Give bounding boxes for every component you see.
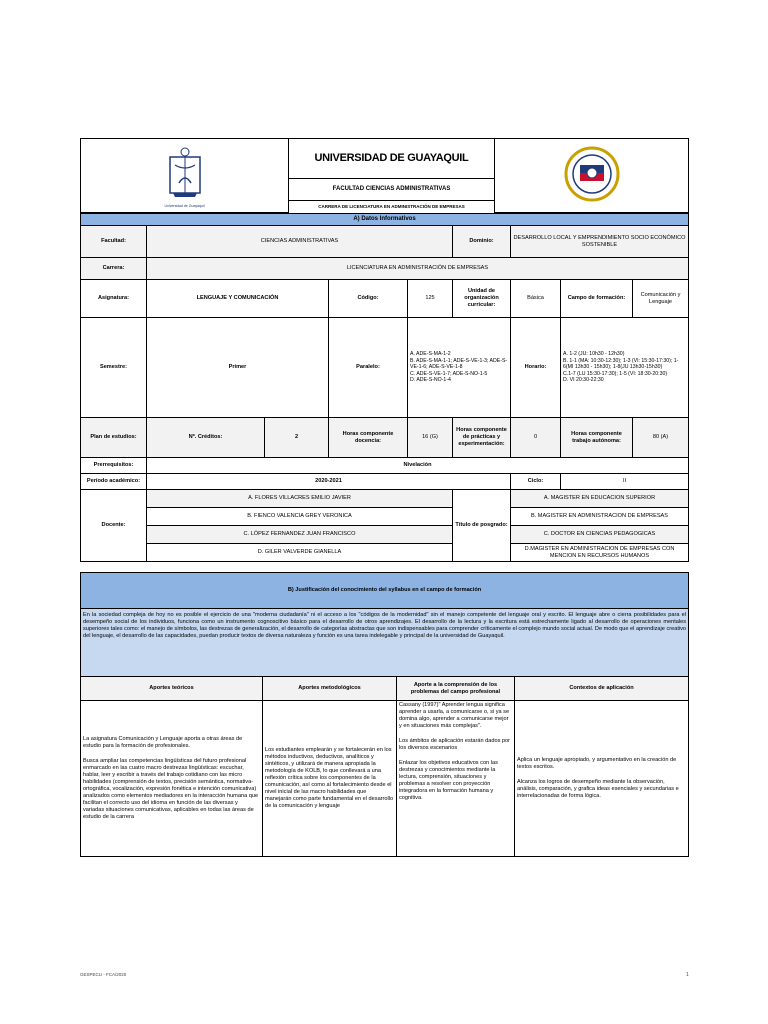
- asignatura-value: LENGUAJE Y COMUNICACIÓN: [147, 280, 329, 318]
- section-a-title: A) Datos Informativos: [81, 214, 689, 226]
- docente-row: C. LÓPEZ FERNANDEZ JUAN FRANCISCO: [147, 526, 453, 544]
- creditos-label: Nº. Créditos:: [147, 418, 265, 458]
- asignatura-label: Asignatura:: [81, 280, 147, 318]
- autonomo-label: Horas componente trabajo autónoma:: [561, 418, 633, 458]
- comprension-paragraph: Enlazar los objetivos educativos con las destrezas y conocimientos mediante la lectura, comprensión, situaciones y problemas a resolver con proyección integradora en la formación humana y cognitiva.: [399, 759, 498, 801]
- dominio-value: DESARROLLO LOCAL Y EMPRENDIMIENTO SOCIO ECONÓMICO SOSTENIBLE: [511, 226, 689, 258]
- campo-value: Comunicación y Lenguaje: [633, 280, 689, 318]
- horario-line: A. 1-2 (JU: 10h30 - 12h30): [563, 351, 625, 358]
- comprension-paragraph: Cassany (1997)" Aprender lengua significa aprender a usarla, a comunicarse o, si ya se domina algo, aprender a comunicarse mejor y en situaciones más complejas".: [399, 702, 510, 729]
- contextos-cell: [515, 701, 689, 857]
- titulo-row: D.MAGISTER EN ADMINISTRACION DE EMPRESAS CON MENCION EN RECURSOS HUMANOS: [511, 544, 689, 562]
- paralelo-line: A. ADE-S-MA-1-2: [410, 351, 451, 358]
- docente-row: A. FLORES VILLACRES EMILIO JAVIER: [147, 490, 453, 508]
- contextos-paragraph: Aplica un lenguaje apropiado, y argumentativo en la creación de textos escritos.: [517, 757, 677, 771]
- col-header-contextos: Contextos de aplicación: [515, 677, 689, 701]
- university-logo-left: [81, 139, 289, 213]
- dominio-label: Dominio:: [453, 226, 511, 258]
- teoricos-paragraph: Busca ampliar las competencias lingüísticas del futuro profesional enmarcado en las cuatro macro destrezas lingüísticas: escuchar, hablar, leer y escribir a través del trabajo cotidiano con las micro habilidades (comprensión de textos, precisión semántica, normativa- ortográfica, vocalización, expresión fonética e intención comunicativa) analizados como elementos mediadores en la interacción humana que facilitan el correcto uso del idioma en función de las diversas y variadas situaciones comunicativas, aplicables en todas las áreas de estudio de la carrera: [83, 758, 259, 820]
- docente-row: B. FIENCO VALENCIA GREY VERONICA: [147, 508, 453, 526]
- titulo-label: Título de posgrado:: [453, 490, 511, 562]
- footer-page-number: 1: [686, 972, 689, 978]
- university-crest-icon: [155, 143, 215, 205]
- metodologicos-paragraph: Los estudiantes emplearán y se fortalecerán en los métodos inductivos, deductivos, analíticos y sintéticos, y utilizará de manera apropiada la metodología de KOLB, lo que conllevará a una reflexión crítica sobre los componentes de la comunicación, así como al fortalecimiento desde el nivel inicial de las macro habilidades que manejarán como parte fundamental en el desarrollo de la comunicación y lenguaje: [265, 747, 394, 809]
- unidad-value: Básica: [511, 280, 561, 318]
- teoricos-cell: [81, 701, 263, 857]
- header-table: [80, 138, 689, 213]
- university-name: UNIVERSIDAD DE GUAYAQUIL: [289, 139, 495, 179]
- section-b-title: B) Justificación del conocimiento del syllabus en el campo de formación: [81, 573, 689, 609]
- semestre-label: Semestre:: [81, 318, 147, 418]
- semestre-value: Primer: [147, 318, 329, 418]
- practicas-label: Horas componente de prácticas y experimentación:: [453, 418, 511, 458]
- titulo-row: B. MAGISTER EN ADMINISTRACION DE EMPRESAS: [511, 508, 689, 526]
- prerreq-label: Prerrequisitos:: [81, 458, 147, 474]
- faculty-name: FACULTAD CIENCIAS ADMINISTRATIVAS: [289, 179, 495, 201]
- plan-label: Plan de estudios:: [81, 418, 147, 458]
- section-gap: [80, 562, 688, 572]
- syllabus-sheet: [80, 138, 688, 857]
- faculty-seal-icon: [563, 145, 621, 203]
- comprension-cell: [397, 701, 515, 857]
- horario-value: [561, 318, 689, 418]
- section-b-table: [80, 572, 689, 857]
- periodo-label: Período académico:: [81, 474, 147, 490]
- logo-caption: Universidad de Guayaquil: [164, 203, 205, 208]
- col-header-metodologicos: Aportes metodológicos: [263, 677, 397, 701]
- codigo-label: Código:: [329, 280, 408, 318]
- campo-label: Campo de formación:: [561, 280, 633, 318]
- paralelo-value: [408, 318, 511, 418]
- practicas-value: 0: [511, 418, 561, 458]
- prerreq-value: Nivelación: [147, 458, 689, 474]
- horario-label: Horario:: [511, 318, 561, 418]
- periodo-value: 2020-2021: [147, 474, 511, 490]
- horario-line: C.1-7 (LU 15:30-17:30); 1-5 (VI: 18:30-20:30): [563, 370, 668, 377]
- autonomo-value: 80 (A): [633, 418, 689, 458]
- horario-line: D. VI 20:30-22:30: [563, 377, 604, 384]
- unidad-label: Unidad de organización curricular:: [453, 280, 511, 318]
- docencia-value: 16 (G): [408, 418, 453, 458]
- teoricos-paragraph: La asignatura Comunicación y Lenguaje aporta a otras áreas de estudio para la formación de profesionales.: [83, 736, 243, 750]
- ciclo-label: Ciclo:: [511, 474, 561, 490]
- contextos-paragraph: Alcanza los logros de desempeño mediante la observación, análisis, comparación, y grafica ideas esenciales y secundarias e interrelacionadas de forma lógica.: [517, 779, 679, 799]
- footer-code: GESPECU - FCA/2020: [80, 972, 127, 977]
- facultad-label: Facultad:: [81, 226, 147, 258]
- paralelo-line: B. ADE-S-MA-1-1; ADE-S-VE-1-3; ADE-S-VE-1-6; ADE-S-VE-1-8: [410, 357, 508, 371]
- docencia-label: Horas componente docencia:: [329, 418, 408, 458]
- paralelo-line: C. ADE-S-VE-1-7; ADE-S-NO-1-5: [410, 370, 488, 377]
- titulo-row: A. MAGISTER EN EDUCACION SUPERIOR: [511, 490, 689, 508]
- carrera-label: Carrera:: [81, 258, 147, 280]
- col-header-comprension: Aporte a la comprensión de los problemas del campo profesional: [397, 677, 515, 701]
- creditos-value: 2: [265, 418, 329, 458]
- titulo-row: C. DOCTOR EN CIENCIAS PEDAGOGICAS: [511, 526, 689, 544]
- justification-text: En la sociedad compleja de hoy no es posible el ejercicio de una "moderna ciudadanía" ni el acceso a los "códigos de la modernidad" sin el manejo competente del lenguaje oral y escrito. El lenguaje abre o cierra posibilidades para el desempeño social de los individuos, funciona como un instrumento cognoscitivo básico para el desarrollo de otros aprendizajes. El desarrollo de la lectura y la escritura está estrechamente ligado al desarrollo de operaciones mentales superiores tales como: el manejo de símbolos, las destrezas de generalización, el desarrollo de categorías abstractas que son indispensables para comprender críticamente el complejo mundo social actual. De modo que el aprendizaje creativo del lenguaje, el desarrollo de las capacidades, puedan producir textos de diversa naturaleza y función es una tarea indelegable y principal de la universidad de Guayaquil.: [81, 609, 689, 677]
- docente-row: D. GILER VALVERDE GIANELLA: [147, 544, 453, 562]
- section-a-table: [80, 213, 689, 562]
- docente-label: Docente:: [81, 490, 147, 562]
- carrera-value: LICENCIATURA EN ADMINISTRACIÓN DE EMPRESAS: [147, 258, 689, 280]
- paralelo-label: Paralelo:: [329, 318, 408, 418]
- horario-line: B. 1-1 (MA: 10:30-12:30); 1-3 (VI: 15:30-17:30); 1-6(MI 13h30 - 15h30); 1-8(JU 13h30-15h30): [563, 357, 679, 371]
- facultad-value: CIENCIAS ADMINISTRATIVAS: [147, 226, 453, 258]
- paralelo-line: D. ADE-S-NO-1-4: [410, 377, 451, 384]
- metodologicos-cell: [263, 701, 397, 857]
- codigo-value: 125: [408, 280, 453, 318]
- faculty-logo-right: [495, 139, 689, 213]
- ciclo-value: II: [561, 474, 689, 490]
- col-header-teoricos: Aportes teóricos: [81, 677, 263, 701]
- career-line: CARRERA DE LICENCIATURA EN ADMINISTRACIÓN DE EMPRESAS: [289, 201, 495, 213]
- comprension-paragraph: Los ámbitos de aplicación estarán dados por los diversos escenarios: [399, 737, 511, 751]
